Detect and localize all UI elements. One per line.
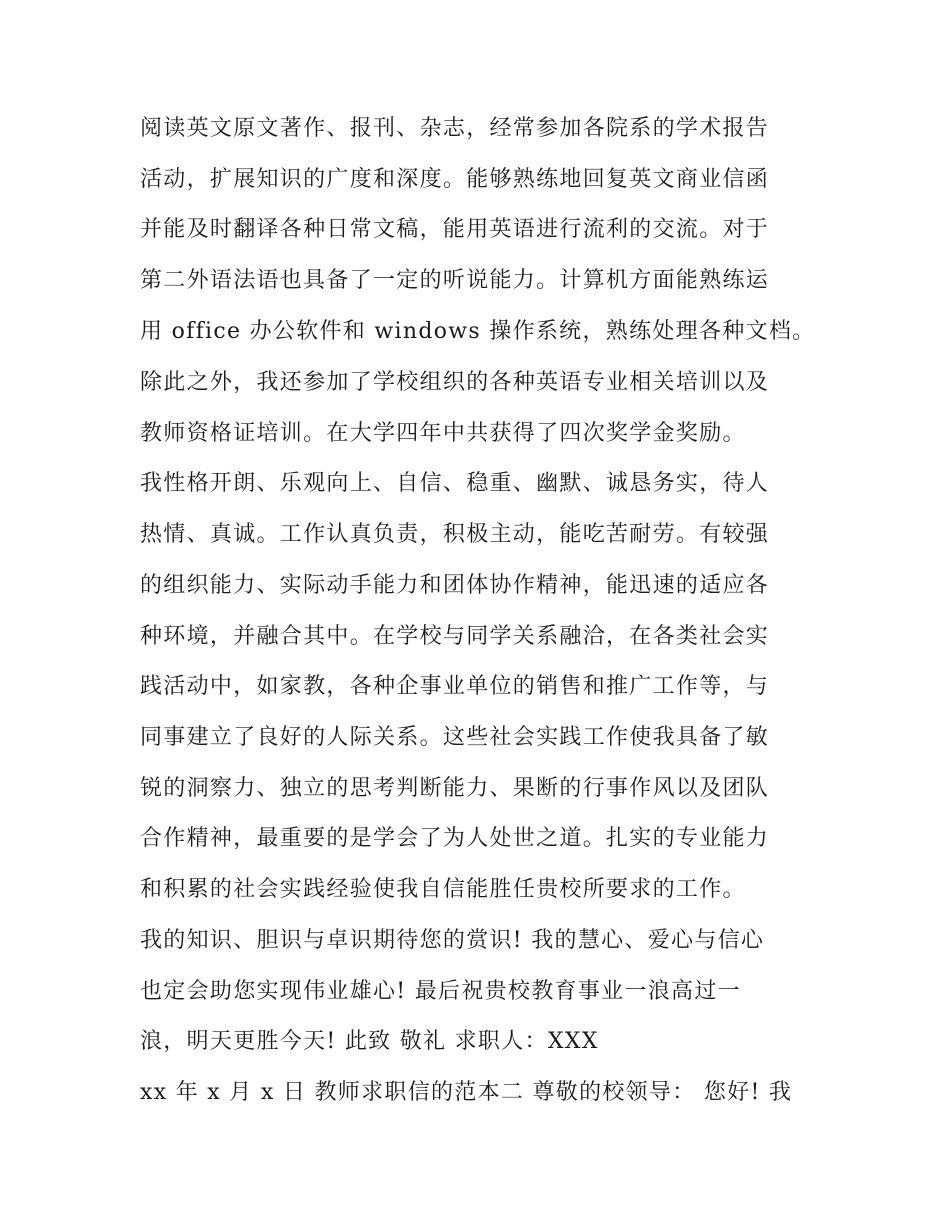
text-line: 我的知识、胆识与卓识期待您的赏识! 我的慧心、爱心与信心: [140, 928, 765, 953]
text-line: 用 office 办公软件和 windows 操作系统，熟练处理各种文档。: [140, 319, 816, 344]
text-line: 并能及时翻译各种日常文稿，能用英语进行流利的交流。对于: [140, 217, 770, 242]
text-line: 热情、真诚。工作认真负责，积极主动，能吃苦耐劳。有较强: [140, 522, 770, 547]
text-line: xx 年 x 月 x 日 教师求职信的范本二 尊敬的校领导： 您好! 我: [140, 1080, 793, 1105]
text-line: 也定会助您实现伟业雄心! 最后祝贵校教育事业一浪高过一: [140, 979, 741, 1004]
text-line: 合作精神，最重要的是学会了为人处世之道。扎实的专业能力: [140, 826, 770, 851]
text-line: 同事建立了良好的人际关系。这些社会实践工作使我具备了敏: [140, 725, 770, 750]
text-line: 第二外语法语也具备了一定的听说能力。计算机方面能熟练运: [140, 268, 770, 293]
text-line: 我性格开朗、乐观向上、自信、稳重、幽默、诚恳务实，待人: [140, 471, 770, 496]
text-line: 活动，扩展知识的广度和深度。能够熟练地回复英文商业信函: [140, 167, 770, 192]
text-line: 除此之外，我还参加了学校组织的各种英语专业相关培训以及: [140, 370, 770, 395]
text-line: 教师资格证培训。在大学四年中共获得了四次奖学金奖励。: [140, 421, 746, 446]
text-line: 的组织能力、实际动手能力和团体协作精神，能迅速的适应各: [140, 573, 770, 598]
text-line: 阅读英文原文著作、报刊、杂志，经常参加各院系的学术报告: [140, 116, 770, 141]
text-line: 锐的洞察力、独立的思考判断能力、果断的行事作风以及团队: [140, 776, 770, 801]
text-line: 浪，明天更胜今天! 此致 敬礼 求职人：XXX: [140, 1029, 599, 1054]
text-line: 和积累的社会实践经验使我自信能胜任贵校所要求的工作。: [140, 877, 746, 902]
text-line: 种环境，并融合其中。在学校与同学关系融洽，在各类社会实: [140, 624, 770, 649]
text-line: 践活动中，如家教，各种企事业单位的销售和推广工作等，与: [140, 674, 770, 699]
